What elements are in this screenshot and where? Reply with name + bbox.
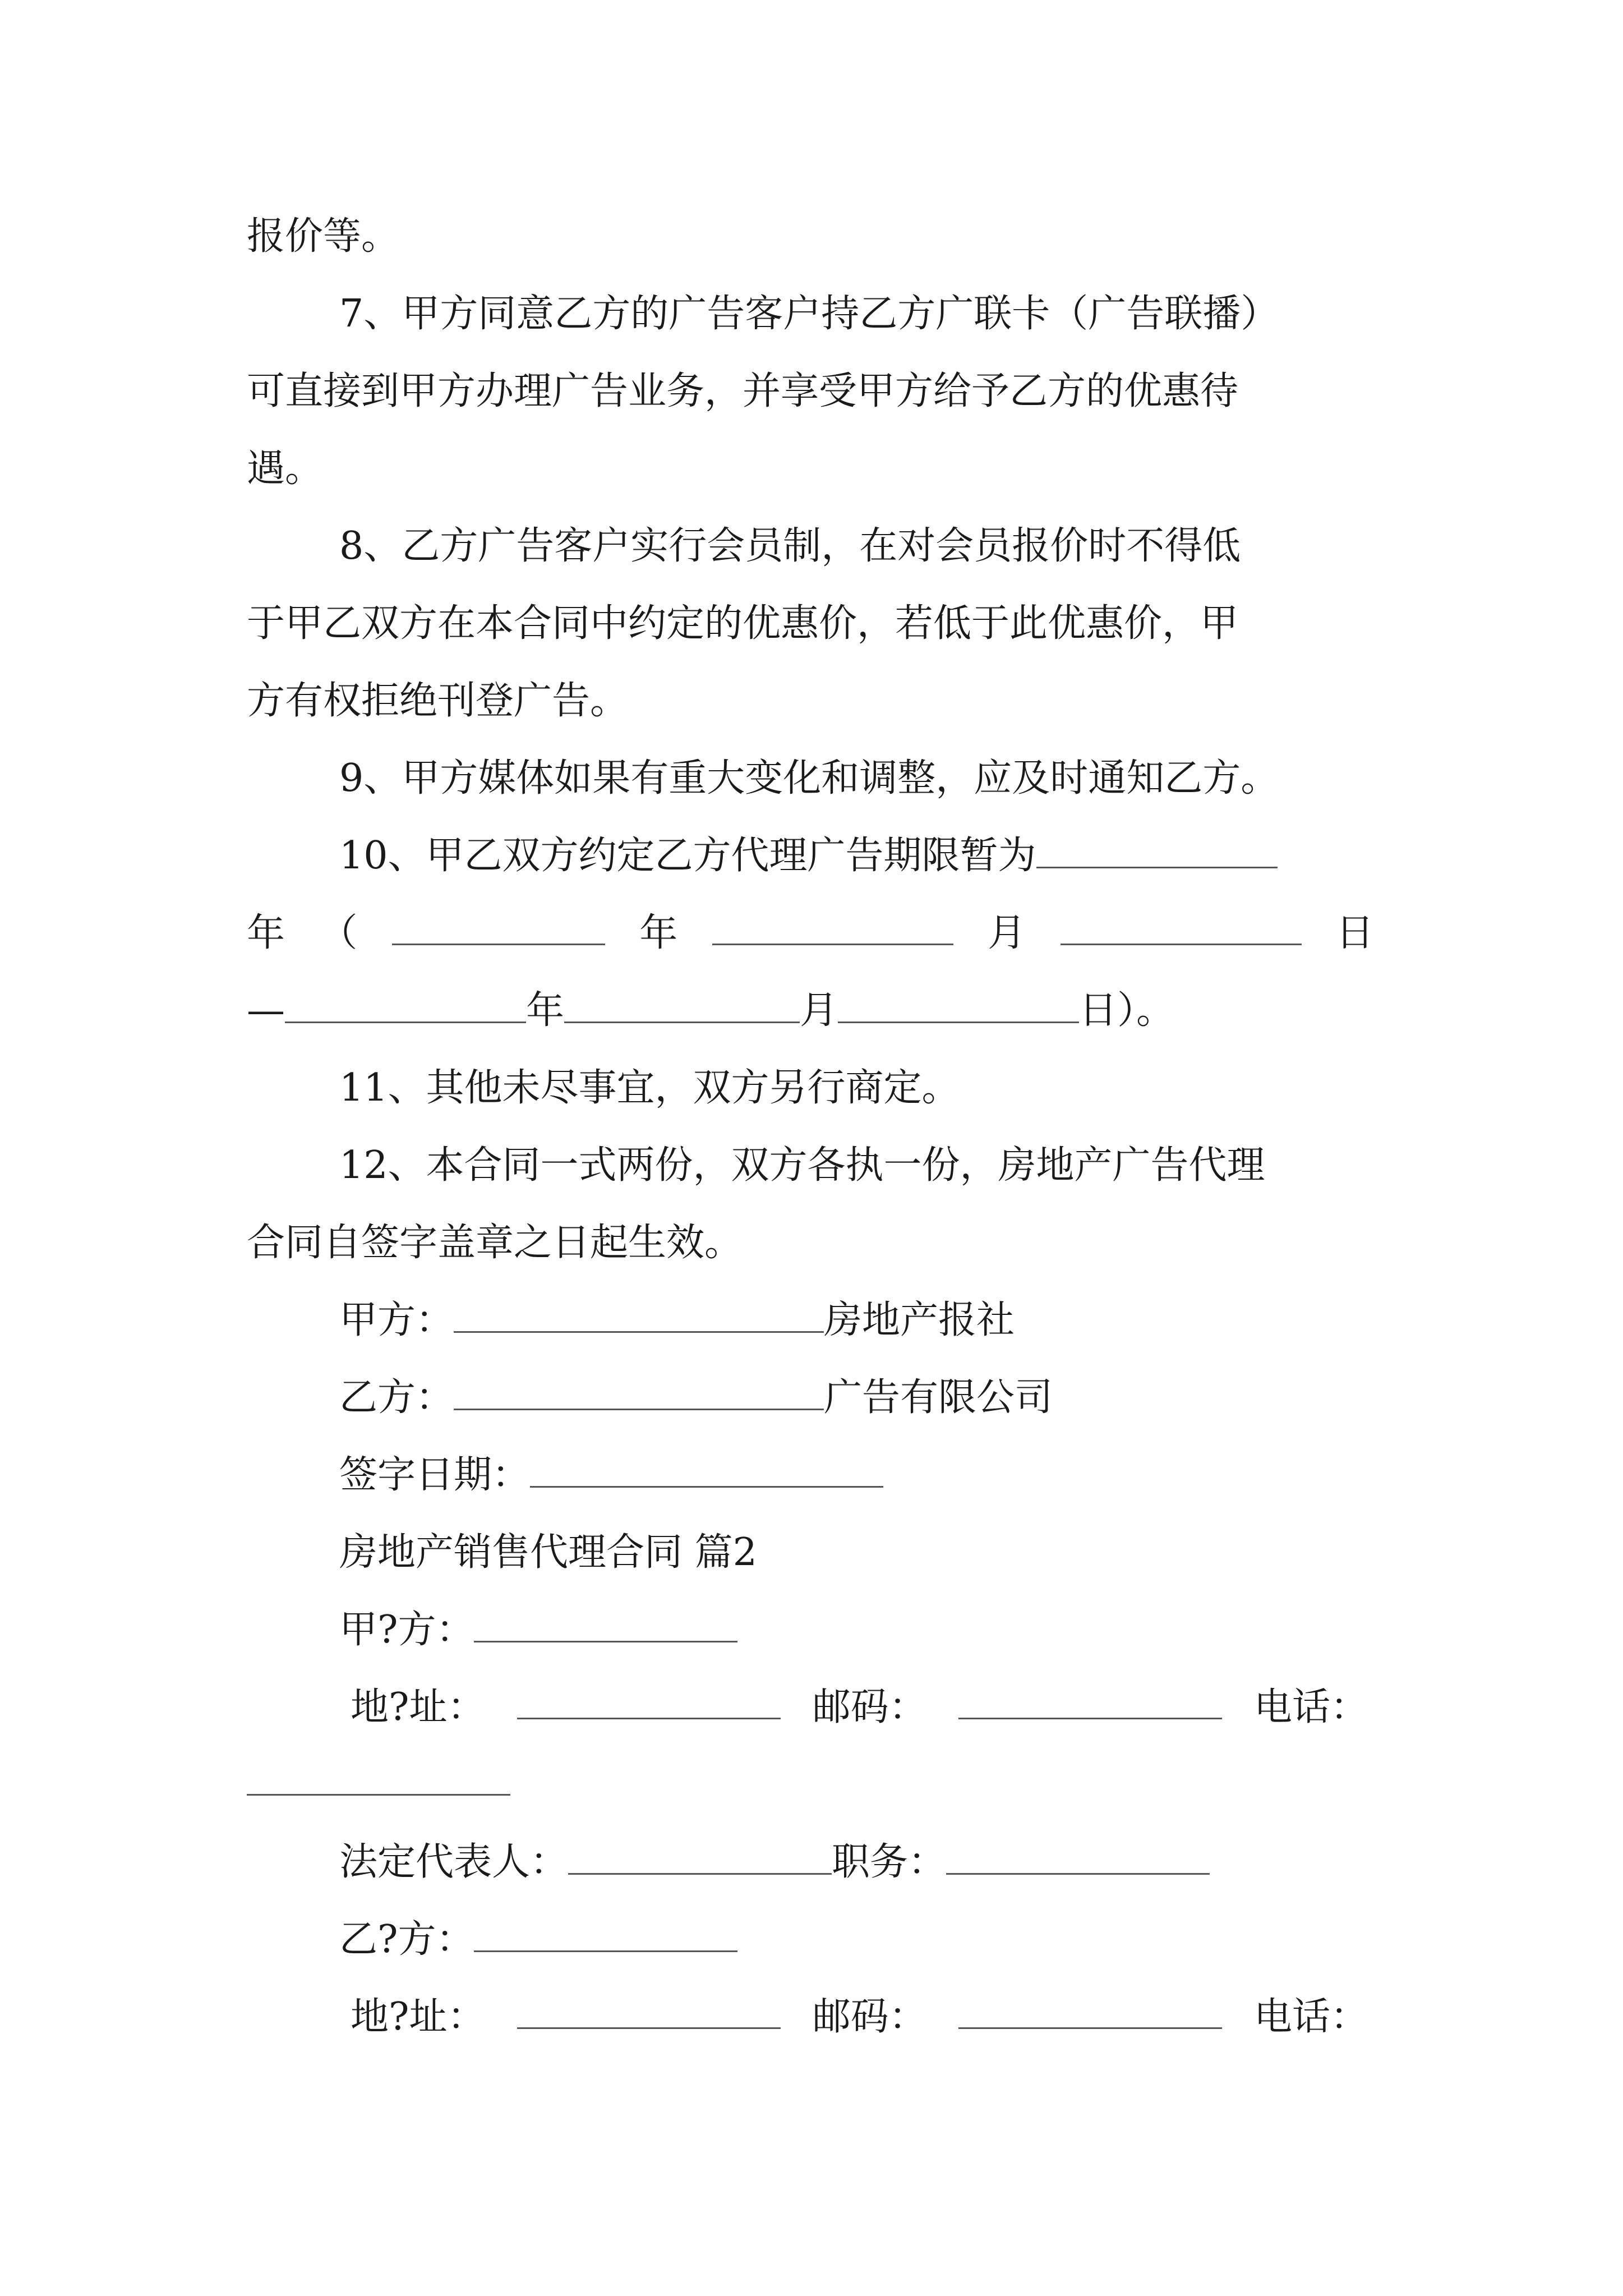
clause-7-line-3: 遇。 (247, 447, 324, 491)
legal-rep-line (339, 1840, 1210, 1885)
address-line (351, 1685, 1368, 1730)
party-a-label: 甲方： (339, 1298, 454, 1342)
day-label: 日 (1335, 911, 1374, 955)
party-a2-line (339, 1608, 737, 1653)
position-label: 职务： (832, 1840, 947, 1884)
month-label: 月 (800, 988, 838, 1033)
sign-date (339, 1453, 883, 1498)
party-a-blank[interactable] (454, 1299, 824, 1333)
address-blank[interactable] (517, 1995, 781, 2029)
party-b-name: 广告有限公司 (824, 1375, 1053, 1420)
dash: — (247, 988, 285, 1033)
clause-10-line-1 (339, 834, 1278, 878)
phone-blank[interactable] (247, 1794, 510, 1796)
party-b2-label: 乙?方： (339, 1917, 474, 1962)
clause-12-line-1: 12、本合同一式两份，双方各执一份，房地产广告代理 (339, 1143, 1265, 1188)
start-year-blank[interactable] (392, 911, 605, 945)
party-b-signature (339, 1375, 1053, 1420)
end-label: 日）。 (1079, 988, 1175, 1033)
term-blank[interactable] (1036, 834, 1278, 868)
month-label: 月 (988, 911, 1026, 955)
party-a-name: 房地产报社 (824, 1298, 1015, 1342)
zip-label: 邮码： (812, 1995, 927, 2039)
clause-10-text: 10、甲乙双方约定乙方代理广告期限暂为 (339, 834, 1036, 878)
sign-date-blank[interactable] (530, 1453, 883, 1488)
address-label: 地?址： (351, 1685, 486, 1729)
legal-rep-blank[interactable] (568, 1841, 832, 1875)
address-label: 地?址： (351, 1995, 486, 2039)
party-b-label: 乙方： (339, 1375, 454, 1420)
position-blank[interactable] (946, 1841, 1210, 1875)
clause-11: 11、其他未尽事宜，双方另行商定。 (339, 1066, 960, 1110)
phone-label: 电话： (1253, 1995, 1368, 2039)
start-month-blank[interactable] (712, 911, 953, 945)
clause-7-line-2: 可直接到甲方办理广告业务，并享受甲方给予乙方的优惠待 (247, 369, 1239, 413)
clause-10-line-3 (247, 988, 1174, 1033)
address-line-2 (351, 1995, 1368, 2040)
party-b2-blank[interactable] (474, 1918, 737, 1952)
party-b-blank[interactable] (454, 1376, 824, 1410)
party-a2-label: 甲?方： (339, 1608, 474, 1652)
paragraph-line: 报价等。 (247, 214, 400, 259)
clause-10-line-2 (247, 911, 1374, 956)
year-word: 年 (247, 911, 285, 955)
legal-rep-label: 法定代表人： (339, 1840, 569, 1884)
party-b2-line (339, 1917, 737, 1962)
clause-8-line-1: 8、乙方广告客户实行会员制，在对会员报价时不得低 (339, 524, 1241, 568)
year-label: 年 (639, 911, 678, 955)
clause-7-line-1: 7、甲方同意乙方的广告客户持乙方广联卡（广告联播） (339, 292, 1279, 336)
end-year-blank[interactable] (285, 989, 526, 1023)
zip-blank[interactable] (958, 1995, 1222, 2029)
party-a2-blank[interactable] (474, 1608, 737, 1642)
clause-8-line-2: 于甲乙双方在本合同中约定的优惠价，若低于此优惠价，甲 (247, 601, 1239, 646)
end-day-blank[interactable] (838, 989, 1079, 1023)
party-a-signature (339, 1298, 1015, 1343)
clause-8-line-3: 方有权拒绝刊登广告。 (247, 679, 629, 723)
section-title: 房地产销售代理合同 篇2 (339, 1530, 757, 1575)
open-paren: （ (319, 911, 358, 955)
end-month-blank[interactable] (564, 989, 800, 1023)
clause-12-line-2: 合同自签字盖章之日起生效。 (247, 1221, 743, 1265)
phone-label: 电话： (1253, 1685, 1368, 1729)
clause-9: 9、甲方媒体如果有重大变化和调整，应及时通知乙方。 (339, 756, 1279, 800)
zip-blank[interactable] (958, 1685, 1222, 1719)
year-label: 年 (526, 988, 565, 1033)
sign-date-label: 签字日期： (339, 1453, 531, 1497)
start-day-blank[interactable] (1061, 911, 1302, 945)
address-blank[interactable] (517, 1685, 781, 1719)
zip-label: 邮码： (812, 1685, 927, 1729)
